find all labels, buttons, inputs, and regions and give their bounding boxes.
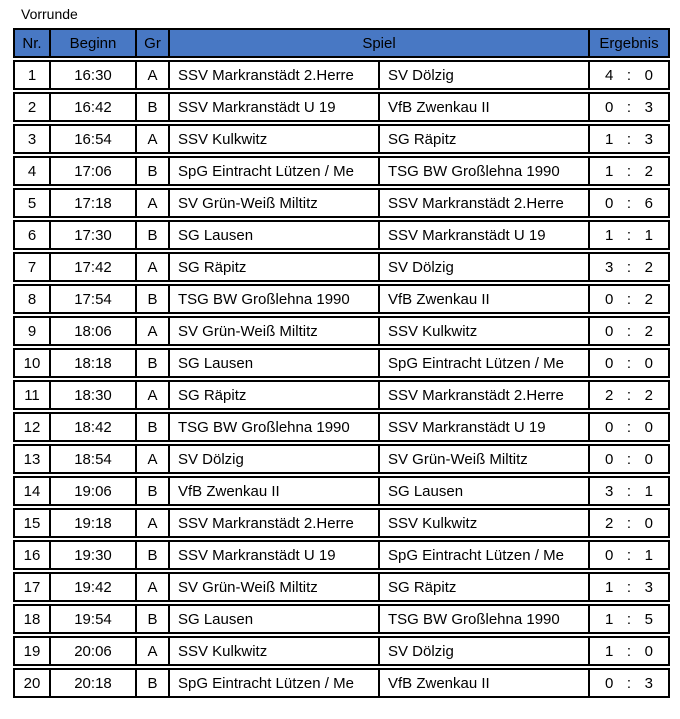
match-time: 18:42 bbox=[49, 412, 135, 442]
match-group: A bbox=[135, 380, 168, 410]
away-score: 3 bbox=[644, 578, 653, 596]
away-team: SSV Markranstädt 2.Herre bbox=[378, 380, 588, 410]
table-row bbox=[13, 348, 670, 378]
match-group: B bbox=[135, 476, 168, 506]
match-group: A bbox=[135, 124, 168, 154]
score-separator: : bbox=[626, 226, 632, 244]
match-result bbox=[588, 252, 670, 282]
home-team: SV Grün-Weiß Miltitz bbox=[168, 188, 378, 218]
column-header-nr: Nr. bbox=[13, 28, 49, 58]
match-time: 19:54 bbox=[49, 604, 135, 634]
score-separator: : bbox=[626, 194, 632, 212]
match-number: 17 bbox=[13, 572, 49, 602]
home-score: 0 bbox=[605, 322, 614, 340]
match-result bbox=[588, 572, 670, 602]
result-wrap bbox=[590, 675, 668, 692]
away-team: VfB Zwenkau II bbox=[378, 92, 588, 122]
match-time: 18:30 bbox=[49, 380, 135, 410]
match-number: 5 bbox=[13, 188, 49, 218]
match-time: 19:42 bbox=[49, 572, 135, 602]
match-group: A bbox=[135, 444, 168, 474]
away-team: SV Dölzig bbox=[378, 60, 588, 90]
match-result bbox=[588, 284, 670, 314]
table-row bbox=[13, 156, 670, 186]
table-row bbox=[13, 476, 670, 506]
score-separator: : bbox=[626, 290, 632, 308]
away-team: SSV Kulkwitz bbox=[378, 316, 588, 346]
match-time: 17:42 bbox=[49, 252, 135, 282]
home-score: 3 bbox=[605, 258, 614, 276]
match-group: A bbox=[135, 508, 168, 538]
away-score: 2 bbox=[644, 162, 653, 180]
home-team: SpG Eintracht Lützen / Me bbox=[168, 668, 378, 698]
match-group: B bbox=[135, 348, 168, 378]
away-score: 0 bbox=[644, 514, 653, 532]
match-time: 20:06 bbox=[49, 636, 135, 666]
table-row bbox=[13, 540, 670, 570]
table-row bbox=[13, 124, 670, 154]
home-team: SV Grün-Weiß Miltitz bbox=[168, 572, 378, 602]
home-team: SG Lausen bbox=[168, 604, 378, 634]
away-score: 0 bbox=[644, 642, 653, 660]
match-time: 19:18 bbox=[49, 508, 135, 538]
match-time: 16:42 bbox=[49, 92, 135, 122]
away-score: 2 bbox=[644, 290, 653, 308]
score-separator: : bbox=[626, 610, 632, 628]
match-group: A bbox=[135, 636, 168, 666]
away-team: SSV Markranstädt U 19 bbox=[378, 412, 588, 442]
column-header-gr: Gr bbox=[135, 28, 168, 58]
match-time: 18:06 bbox=[49, 316, 135, 346]
home-team: SpG Eintracht Lützen / Me bbox=[168, 156, 378, 186]
match-group: A bbox=[135, 316, 168, 346]
away-score: 2 bbox=[644, 258, 653, 276]
result-wrap bbox=[590, 579, 668, 596]
home-team: SSV Markranstädt U 19 bbox=[168, 540, 378, 570]
match-number: 7 bbox=[13, 252, 49, 282]
score-separator: : bbox=[626, 674, 632, 692]
match-result bbox=[588, 156, 670, 186]
match-result bbox=[588, 316, 670, 346]
match-time: 19:06 bbox=[49, 476, 135, 506]
match-time: 17:06 bbox=[49, 156, 135, 186]
table-row bbox=[13, 572, 670, 602]
result-wrap bbox=[590, 163, 668, 180]
home-team: SV Grün-Weiß Miltitz bbox=[168, 316, 378, 346]
match-number: 4 bbox=[13, 156, 49, 186]
result-wrap bbox=[590, 67, 668, 84]
score-separator: : bbox=[626, 546, 632, 564]
away-score: 2 bbox=[644, 322, 653, 340]
match-result bbox=[588, 540, 670, 570]
match-time: 18:18 bbox=[49, 348, 135, 378]
match-result bbox=[588, 124, 670, 154]
match-group: B bbox=[135, 156, 168, 186]
column-header-spiel: Spiel bbox=[168, 28, 588, 58]
score-separator: : bbox=[626, 258, 632, 276]
away-team: SG Lausen bbox=[378, 476, 588, 506]
away-score: 1 bbox=[644, 546, 653, 564]
home-score: 4 bbox=[605, 66, 614, 84]
result-wrap bbox=[590, 323, 668, 340]
home-score: 1 bbox=[605, 642, 614, 660]
table-body bbox=[13, 60, 670, 698]
home-score: 0 bbox=[605, 418, 614, 436]
home-score: 2 bbox=[605, 514, 614, 532]
home-team: SSV Markranstädt 2.Herre bbox=[168, 60, 378, 90]
home-score: 0 bbox=[605, 194, 614, 212]
score-separator: : bbox=[626, 450, 632, 468]
table-row bbox=[13, 92, 670, 122]
match-number: 20 bbox=[13, 668, 49, 698]
home-team: TSG BW Großlehna 1990 bbox=[168, 412, 378, 442]
result-wrap bbox=[590, 643, 668, 660]
match-result bbox=[588, 220, 670, 250]
home-team: SSV Kulkwitz bbox=[168, 636, 378, 666]
result-wrap bbox=[590, 611, 668, 628]
match-group: A bbox=[135, 252, 168, 282]
away-team: SpG Eintracht Lützen / Me bbox=[378, 540, 588, 570]
home-team: TSG BW Großlehna 1990 bbox=[168, 284, 378, 314]
score-separator: : bbox=[626, 322, 632, 340]
match-time: 19:30 bbox=[49, 540, 135, 570]
away-team: VfB Zwenkau II bbox=[378, 284, 588, 314]
away-score: 3 bbox=[644, 130, 653, 148]
table-row bbox=[13, 316, 670, 346]
result-wrap bbox=[590, 547, 668, 564]
result-wrap bbox=[590, 259, 668, 276]
match-time: 17:30 bbox=[49, 220, 135, 250]
result-wrap bbox=[590, 227, 668, 244]
home-team: SG Lausen bbox=[168, 348, 378, 378]
match-result bbox=[588, 92, 670, 122]
home-score: 0 bbox=[605, 290, 614, 308]
header-row bbox=[13, 28, 670, 58]
match-result bbox=[588, 508, 670, 538]
home-score: 1 bbox=[605, 130, 614, 148]
table-row bbox=[13, 668, 670, 698]
away-score: 5 bbox=[644, 610, 653, 628]
home-team: SG Räpitz bbox=[168, 380, 378, 410]
away-score: 3 bbox=[644, 674, 653, 692]
away-score: 0 bbox=[644, 66, 653, 84]
home-team: SG Lausen bbox=[168, 220, 378, 250]
match-number: 1 bbox=[13, 60, 49, 90]
home-score: 1 bbox=[605, 226, 614, 244]
result-wrap bbox=[590, 355, 668, 372]
result-wrap bbox=[590, 291, 668, 308]
away-score: 0 bbox=[644, 450, 653, 468]
match-number: 14 bbox=[13, 476, 49, 506]
home-score: 0 bbox=[605, 354, 614, 372]
match-time: 17:18 bbox=[49, 188, 135, 218]
table-row bbox=[13, 636, 670, 666]
score-separator: : bbox=[626, 386, 632, 404]
away-team: SV Dölzig bbox=[378, 252, 588, 282]
score-separator: : bbox=[626, 418, 632, 436]
match-number: 16 bbox=[13, 540, 49, 570]
away-team: SSV Kulkwitz bbox=[378, 508, 588, 538]
match-time: 16:30 bbox=[49, 60, 135, 90]
match-group: A bbox=[135, 188, 168, 218]
home-team: SSV Markranstädt 2.Herre bbox=[168, 508, 378, 538]
home-score: 3 bbox=[605, 482, 614, 500]
table-row bbox=[13, 60, 670, 90]
match-result bbox=[588, 188, 670, 218]
away-team: SV Grün-Weiß Miltitz bbox=[378, 444, 588, 474]
match-number: 13 bbox=[13, 444, 49, 474]
away-score: 0 bbox=[644, 418, 653, 436]
match-group: B bbox=[135, 540, 168, 570]
away-score: 3 bbox=[644, 98, 653, 116]
table-row bbox=[13, 604, 670, 634]
away-team: SV Dölzig bbox=[378, 636, 588, 666]
match-group: A bbox=[135, 60, 168, 90]
away-team: SpG Eintracht Lützen / Me bbox=[378, 348, 588, 378]
match-result bbox=[588, 60, 670, 90]
match-number: 10 bbox=[13, 348, 49, 378]
match-result bbox=[588, 604, 670, 634]
match-number: 8 bbox=[13, 284, 49, 314]
away-team: SSV Markranstädt 2.Herre bbox=[378, 188, 588, 218]
away-team: VfB Zwenkau II bbox=[378, 668, 588, 698]
table-row bbox=[13, 412, 670, 442]
match-result bbox=[588, 636, 670, 666]
away-score: 0 bbox=[644, 354, 653, 372]
match-result bbox=[588, 476, 670, 506]
match-result bbox=[588, 348, 670, 378]
away-team: TSG BW Großlehna 1990 bbox=[378, 156, 588, 186]
match-time: 18:54 bbox=[49, 444, 135, 474]
score-separator: : bbox=[626, 482, 632, 500]
match-number: 12 bbox=[13, 412, 49, 442]
score-separator: : bbox=[626, 354, 632, 372]
home-score: 0 bbox=[605, 98, 614, 116]
match-result bbox=[588, 380, 670, 410]
match-number: 18 bbox=[13, 604, 49, 634]
result-wrap bbox=[590, 99, 668, 116]
match-group: A bbox=[135, 572, 168, 602]
match-group: B bbox=[135, 412, 168, 442]
home-team: SV Dölzig bbox=[168, 444, 378, 474]
home-score: 1 bbox=[605, 578, 614, 596]
result-wrap bbox=[590, 419, 668, 436]
match-group: B bbox=[135, 284, 168, 314]
home-score: 1 bbox=[605, 610, 614, 628]
result-wrap bbox=[590, 387, 668, 404]
table-header bbox=[13, 28, 670, 58]
table-row bbox=[13, 252, 670, 282]
away-score: 1 bbox=[644, 482, 653, 500]
away-score: 2 bbox=[644, 386, 653, 404]
table-row bbox=[13, 188, 670, 218]
home-score: 0 bbox=[605, 674, 614, 692]
match-time: 20:18 bbox=[49, 668, 135, 698]
result-wrap bbox=[590, 131, 668, 148]
match-result bbox=[588, 412, 670, 442]
away-team: SSV Markranstädt U 19 bbox=[378, 220, 588, 250]
table-row bbox=[13, 284, 670, 314]
result-wrap bbox=[590, 451, 668, 468]
table-row bbox=[13, 220, 670, 250]
home-team: VfB Zwenkau II bbox=[168, 476, 378, 506]
match-time: 16:54 bbox=[49, 124, 135, 154]
home-team: SG Räpitz bbox=[168, 252, 378, 282]
match-group: B bbox=[135, 668, 168, 698]
match-group: B bbox=[135, 604, 168, 634]
away-team: TSG BW Großlehna 1990 bbox=[378, 604, 588, 634]
match-group: B bbox=[135, 220, 168, 250]
match-result bbox=[588, 668, 670, 698]
table-row bbox=[13, 508, 670, 538]
match-result bbox=[588, 444, 670, 474]
match-number: 19 bbox=[13, 636, 49, 666]
table-row bbox=[13, 444, 670, 474]
match-group: B bbox=[135, 92, 168, 122]
home-score: 2 bbox=[605, 386, 614, 404]
match-number: 15 bbox=[13, 508, 49, 538]
page-title: Vorrunde bbox=[21, 6, 78, 22]
score-separator: : bbox=[626, 130, 632, 148]
schedule-table bbox=[13, 26, 670, 700]
score-separator: : bbox=[626, 162, 632, 180]
match-number: 9 bbox=[13, 316, 49, 346]
match-number: 2 bbox=[13, 92, 49, 122]
score-separator: : bbox=[626, 578, 632, 596]
result-wrap bbox=[590, 515, 668, 532]
match-number: 3 bbox=[13, 124, 49, 154]
match-number: 11 bbox=[13, 380, 49, 410]
away-score: 6 bbox=[644, 194, 653, 212]
away-team: SG Räpitz bbox=[378, 124, 588, 154]
column-header-ergebnis: Ergebnis bbox=[588, 28, 670, 58]
away-score: 1 bbox=[644, 226, 653, 244]
score-separator: : bbox=[626, 642, 632, 660]
result-wrap bbox=[590, 195, 668, 212]
home-score: 0 bbox=[605, 450, 614, 468]
home-team: SSV Markranstädt U 19 bbox=[168, 92, 378, 122]
score-separator: : bbox=[626, 98, 632, 116]
result-wrap bbox=[590, 483, 668, 500]
match-number: 6 bbox=[13, 220, 49, 250]
away-team: SG Räpitz bbox=[378, 572, 588, 602]
match-time: 17:54 bbox=[49, 284, 135, 314]
home-score: 1 bbox=[605, 162, 614, 180]
home-score: 0 bbox=[605, 546, 614, 564]
table-row bbox=[13, 380, 670, 410]
score-separator: : bbox=[626, 514, 632, 532]
column-header-beginn: Beginn bbox=[49, 28, 135, 58]
home-team: SSV Kulkwitz bbox=[168, 124, 378, 154]
score-separator: : bbox=[626, 66, 632, 84]
